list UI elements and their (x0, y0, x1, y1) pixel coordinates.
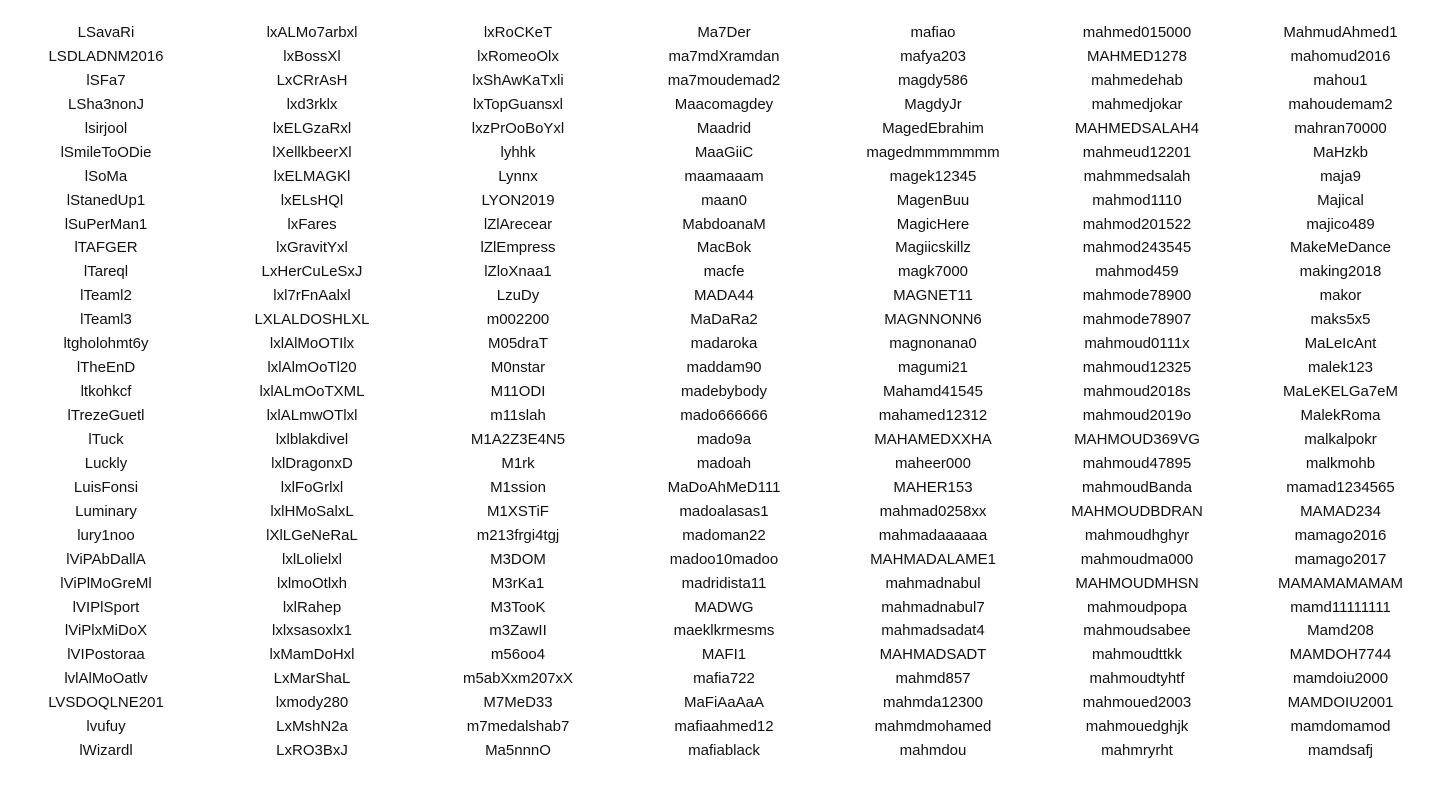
list-item: mamad1234565 (1286, 478, 1395, 496)
list-item: M1ssion (490, 478, 546, 496)
list-row (0, 619, 1449, 643)
list-row (0, 117, 1449, 141)
list-item: maan0 (701, 191, 747, 209)
list-row (0, 452, 1449, 476)
list-item: MAMAD234 (1300, 502, 1381, 520)
list-item: mahmod201522 (1082, 215, 1192, 233)
list-item: lxMamDoHxl (269, 646, 355, 664)
list-item: m11slah (490, 407, 546, 424)
list-row (0, 643, 1449, 667)
list-item: MADA44 (693, 287, 755, 305)
list-row (0, 21, 1449, 45)
list-row (0, 189, 1449, 213)
list-row (0, 213, 1449, 237)
list-item: lViPlMoGreMl (60, 574, 152, 592)
list-item: lxlRahep (282, 598, 342, 616)
list-item: MAMDOIU2001 (1287, 694, 1394, 712)
list-item: MAHER153 (893, 478, 973, 496)
list-item: MaHzkb (1312, 143, 1368, 161)
list-row (0, 667, 1449, 691)
list-item: madoo10madoo (669, 550, 779, 568)
list-item: ma7mdXramdan (668, 47, 780, 65)
list-item: Mahamd41545 (882, 383, 984, 401)
list-item: lxlxsasoxlx1 (271, 622, 353, 640)
list-item: Ma5nnnO (485, 742, 551, 760)
list-item: LxMshN2a (276, 718, 348, 736)
list-item: MakeMeDance (1290, 239, 1391, 257)
list-row (0, 476, 1449, 500)
list-item: macfe (703, 263, 745, 281)
list-item: mahmadnabul7 (881, 598, 985, 616)
list-item: mahmoudttkk (1091, 646, 1183, 664)
list-item: M0nstar (490, 359, 546, 377)
list-item: mahmod459 (1095, 263, 1179, 281)
list-item: mafiaahmed12 (674, 718, 774, 736)
list-item: majico489 (1306, 215, 1375, 233)
list-item: mahmeud12201 (1082, 143, 1192, 161)
list-item: mafiablack (688, 742, 760, 760)
list-item: lVIPlSport (72, 598, 140, 616)
list-item: MaLeIcAnt (1304, 335, 1377, 353)
list-item: magk7000 (897, 263, 969, 281)
list-item: mamdsafj (1307, 742, 1374, 760)
list-item: lZlArecear (483, 215, 553, 233)
list-item: m002200 (486, 311, 550, 329)
list-item: Mamd208 (1307, 622, 1374, 640)
list-row (0, 93, 1449, 117)
list-item: lxlblakdivel (275, 430, 349, 448)
list-row (0, 548, 1449, 572)
list-item: lxl7rFnAalxl (273, 287, 351, 305)
list-item: m5abXxm207xX (462, 670, 574, 688)
list-item: Luminary (75, 502, 137, 520)
list-item: mahmoudtyhtf (1089, 670, 1185, 688)
list-item: LxRO3BxJ (276, 742, 348, 760)
list-item: MaFiAaAaA (683, 694, 765, 712)
list-item: magdy586 (897, 71, 969, 89)
list-item: mahou1 (1313, 71, 1368, 89)
list-row (0, 380, 1449, 404)
list-row (0, 284, 1449, 308)
list-item: ltkohkcf (80, 383, 132, 401)
list-item: mahmoud0111x (1084, 335, 1190, 353)
list-item: lViPlxMiDoX (64, 622, 148, 640)
list-item: mahmd857 (895, 670, 971, 688)
list-row (0, 404, 1449, 428)
list-item: mahmoudhghyr (1084, 526, 1190, 544)
list-item: Lynnx (498, 167, 538, 185)
list-item: Magiicskillz (895, 239, 971, 257)
list-item: madoman22 (682, 526, 766, 544)
list-row (0, 260, 1449, 284)
list-item: mahmode78907 (1082, 311, 1192, 329)
list-item: mahmoud2019o (1082, 407, 1192, 424)
list-item: magumi21 (897, 359, 969, 377)
list-item: mahmryrht (1101, 742, 1173, 760)
list-item: lTrezeGuetl (67, 407, 145, 424)
list-item: M1A2Z3E4N5 (470, 430, 566, 448)
list-item: mamd11111111 (1290, 598, 1391, 616)
list-item: M3DOM (490, 550, 546, 568)
list-item: lxlLolielxl (281, 550, 343, 568)
list-item: M7MeD33 (483, 694, 553, 712)
list-item: mahmoudBanda (1081, 478, 1193, 496)
list-item: mahmdmohamed (874, 718, 992, 736)
list-item: mafya203 (900, 47, 966, 65)
list-item: MAHAMEDXXHA (874, 430, 992, 448)
list-item: lSmileToODie (60, 143, 152, 161)
list-item: lvufuy (86, 718, 126, 736)
list-item: mahomud2016 (1290, 47, 1391, 65)
list-item: MAFI1 (701, 646, 747, 664)
list-item: LxHerCuLeSxJ (261, 263, 363, 281)
list-row (0, 739, 1449, 763)
list-item: lxTopGuansxl (472, 95, 564, 113)
list-item: lxShAwKaTxli (472, 71, 564, 89)
list-item: Ma7Der (697, 24, 751, 41)
list-item: MAHMEDSALAH4 (1074, 119, 1200, 137)
list-item: LuisFonsi (73, 478, 139, 496)
list-item: lStanedUp1 (66, 191, 146, 209)
list-item: MaLeKELGa7eM (1282, 383, 1399, 401)
list-item: mamago2016 (1294, 526, 1387, 544)
list-item: maamaaam (684, 167, 764, 185)
list-item: malkalpokr (1304, 430, 1377, 448)
list-item: lxmody280 (275, 694, 349, 712)
list-item: lxALMo7arbxl (266, 24, 358, 41)
list-item: lSuPerMan1 (64, 215, 148, 233)
list-item: mahmed015000 (1082, 24, 1192, 41)
list-item: mahmdou (899, 742, 967, 760)
list-item: lTAFGER (74, 239, 138, 257)
list-item: mahmod243545 (1082, 239, 1192, 257)
list-item: mahmod1110 (1092, 191, 1182, 209)
list-item: LYON2019 (481, 191, 555, 209)
list-item: MagenBuu (896, 191, 970, 209)
list-item: mafiao (910, 24, 956, 41)
list-item: mahmadsadat4 (881, 622, 985, 640)
list-item: mahmadaaaaaa (878, 526, 988, 544)
list-item: LzuDy (496, 287, 540, 305)
list-row (0, 141, 1449, 165)
list-row (0, 691, 1449, 715)
list-item: mahmedjokar (1091, 95, 1183, 113)
list-item: lxlAlmOoTl20 (267, 359, 357, 377)
list-item: lXlLGeNeRaL (266, 526, 358, 544)
list-item: MaaGiiC (694, 143, 754, 161)
list-item: MAMAMAMAMAM (1278, 574, 1403, 592)
list-item: mahmouedghjk (1085, 718, 1189, 736)
list-item: lxRoCKeT (483, 24, 553, 41)
list-item: lxFares (287, 215, 337, 233)
list-item: lxELGzaRxl (272, 119, 352, 137)
list-item: lxlDragonxD (271, 454, 353, 472)
list-item: Luckly (84, 454, 128, 472)
list-item: mahmoudma000 (1080, 550, 1194, 568)
list-item: madebybody (681, 383, 767, 401)
list-item: mado9a (696, 430, 752, 448)
list-row (0, 572, 1449, 596)
list-item: MAHMADALAME1 (870, 550, 996, 568)
list-item: mahmda12300 (882, 694, 984, 712)
list-item: mamdomamod (1290, 718, 1391, 736)
list-item: magnonana0 (889, 335, 977, 353)
list-item: m3ZawII (489, 622, 547, 640)
list-item: lxlAlMoOTIlx (269, 335, 355, 353)
list-item: MacBok (696, 239, 752, 257)
list-item: lxlALmwOTlxl (266, 407, 358, 424)
list-item: mahoudemam2 (1288, 95, 1393, 113)
list-item: maeklkrmesms (673, 622, 775, 640)
list-item: malkmohb (1305, 454, 1376, 472)
list-item: mado666666 (680, 407, 768, 424)
list-item: MAGNNONN6 (884, 311, 982, 329)
list-item: lvlAlMoOatlv (64, 670, 148, 688)
list-item: mamago2017 (1294, 550, 1387, 568)
list-item: Maadrid (696, 119, 752, 137)
list-item: LxCRrAsH (276, 71, 348, 89)
list-item: MADWG (694, 598, 754, 616)
list-item: mahmode78900 (1082, 287, 1192, 305)
list-item: lxRomeoOlx (477, 47, 559, 65)
list-row (0, 308, 1449, 332)
list-item: Majical (1317, 191, 1364, 209)
list-item: magedmmmmmmm (866, 143, 1000, 161)
list-item: MagedEbrahim (882, 119, 984, 137)
list-row (0, 356, 1449, 380)
list-item: lTeaml2 (80, 287, 132, 305)
list-item: M11ODI (490, 383, 546, 401)
list-item: maheer000 (895, 454, 971, 472)
list-item: makor (1319, 287, 1362, 305)
list-row (0, 428, 1449, 452)
list-item: MAHMED1278 (1086, 47, 1188, 65)
list-item: mahmoudsabee (1083, 622, 1191, 640)
list-item: maks5x5 (1310, 311, 1371, 329)
list-item: MagdyJr (904, 95, 962, 113)
list-item: lSoMa (84, 167, 128, 185)
list-item: Maacomagdey (674, 95, 774, 113)
list-item: lViPAbDallA (66, 550, 146, 568)
list-row (0, 165, 1449, 189)
list-item: mahmoud12325 (1082, 359, 1192, 377)
list-item: MAHMOUD369VG (1074, 430, 1200, 448)
list-item: lxlFoGrlxl (280, 478, 344, 496)
list-row (0, 524, 1449, 548)
list-item: lxELsHQl (280, 191, 344, 209)
list-item: LSavaRi (77, 24, 135, 41)
list-row (0, 596, 1449, 620)
list-item: mahmadnabul (885, 574, 981, 592)
list-item: lury1noo (77, 526, 135, 544)
list-item: M1XSTiF (487, 502, 549, 520)
list-item: mahmoud2018s (1083, 383, 1191, 401)
list-item: lXellkbeerXl (272, 143, 352, 161)
list-item: lWizardl (79, 742, 133, 760)
list-item: MalekRoma (1300, 407, 1381, 424)
list-item: madaroka (690, 335, 758, 353)
list-row (0, 715, 1449, 739)
list-item: M1rk (501, 454, 535, 472)
list-item: ltgholohmt6y (63, 335, 149, 353)
list-item: madridista11 (681, 574, 767, 592)
list-item: MaDoAhMeD111 (667, 478, 781, 496)
list-item: lxlmoOtlxh (276, 574, 347, 592)
list-item: mahmoued2003 (1082, 694, 1192, 712)
list-item: M3TooK (490, 598, 546, 616)
list-item: MabdoanaM (682, 215, 766, 233)
list-item: m213frgi4tgj (476, 526, 560, 544)
list-item: mahmmedsalah (1083, 167, 1191, 185)
list-item: malek123 (1307, 359, 1374, 377)
list-item: lxELMAGKl (273, 167, 351, 185)
list-item: lxBossXl (283, 47, 341, 65)
list-item: mahmedehab (1091, 71, 1183, 89)
list-item: lTuck (88, 430, 124, 448)
list-item: mahamed12312 (878, 407, 988, 424)
list-item: MAHMOUDMHSN (1075, 574, 1199, 592)
list-item: lxGravitYxl (276, 239, 348, 257)
list-row (0, 236, 1449, 260)
list-item: maddam90 (686, 359, 762, 377)
list-item: LSDLADNM2016 (48, 47, 164, 65)
list-item: LVSDOQLNE201 (48, 694, 164, 712)
list-item: mahmoudpopa (1086, 598, 1188, 616)
list-item: MAGNET11 (893, 287, 973, 305)
list-item: madoalasas1 (679, 502, 769, 520)
list-item: MAMDOH7744 (1289, 646, 1392, 664)
list-item: M3rKa1 (491, 574, 545, 592)
list-row (0, 69, 1449, 93)
list-item: mahmad0258xx (879, 502, 987, 520)
list-item: lxlHMoSalxL (270, 502, 354, 520)
list-item: mafia722 (693, 670, 755, 688)
list-item: lZlEmpress (480, 239, 556, 257)
list-item: lTeaml3 (80, 311, 132, 329)
list-item: mahmoud47895 (1082, 454, 1192, 472)
list-item: lTheEnD (76, 359, 136, 377)
list-item: LSha3nonJ (68, 95, 144, 113)
list-item: mamdoiu2000 (1292, 670, 1389, 688)
username-list (0, 21, 1449, 763)
list-item: MAHMADSADT (879, 646, 987, 664)
list-item: madoah (696, 454, 752, 472)
list-item: MagicHere (896, 215, 970, 233)
list-item: m7medalshab7 (466, 718, 570, 736)
list-item: lsirjool (84, 119, 128, 137)
list-item: magek12345 (889, 167, 977, 185)
list-item: lSFa7 (86, 71, 126, 89)
list-item: lVIPostoraa (67, 646, 145, 664)
list-item: lxlALmOoTXML (259, 383, 365, 401)
list-item: LXLALDOSHLXL (254, 311, 370, 329)
list-item: MahmudAhmed1 (1283, 24, 1398, 41)
list-item: M05draT (487, 335, 549, 353)
list-item: LxMarShaL (273, 670, 351, 688)
list-item: maja9 (1320, 167, 1361, 185)
list-item: mahran70000 (1294, 119, 1387, 137)
list-item: making2018 (1299, 263, 1382, 281)
list-item: lTareql (83, 263, 129, 281)
list-item: MaDaRa2 (690, 311, 758, 329)
list-item: lxd3rklx (286, 95, 338, 113)
list-item: lZloXnaa1 (484, 263, 552, 281)
list-item: m56oo4 (490, 646, 546, 664)
list-row (0, 500, 1449, 524)
list-item: MAHMOUDBDRAN (1071, 502, 1203, 520)
list-item: ma7moudemad2 (667, 71, 781, 89)
list-item: lxzPrOoBoYxl (471, 119, 565, 137)
list-row (0, 45, 1449, 69)
list-row (0, 332, 1449, 356)
list-item: lyhhk (500, 143, 536, 161)
